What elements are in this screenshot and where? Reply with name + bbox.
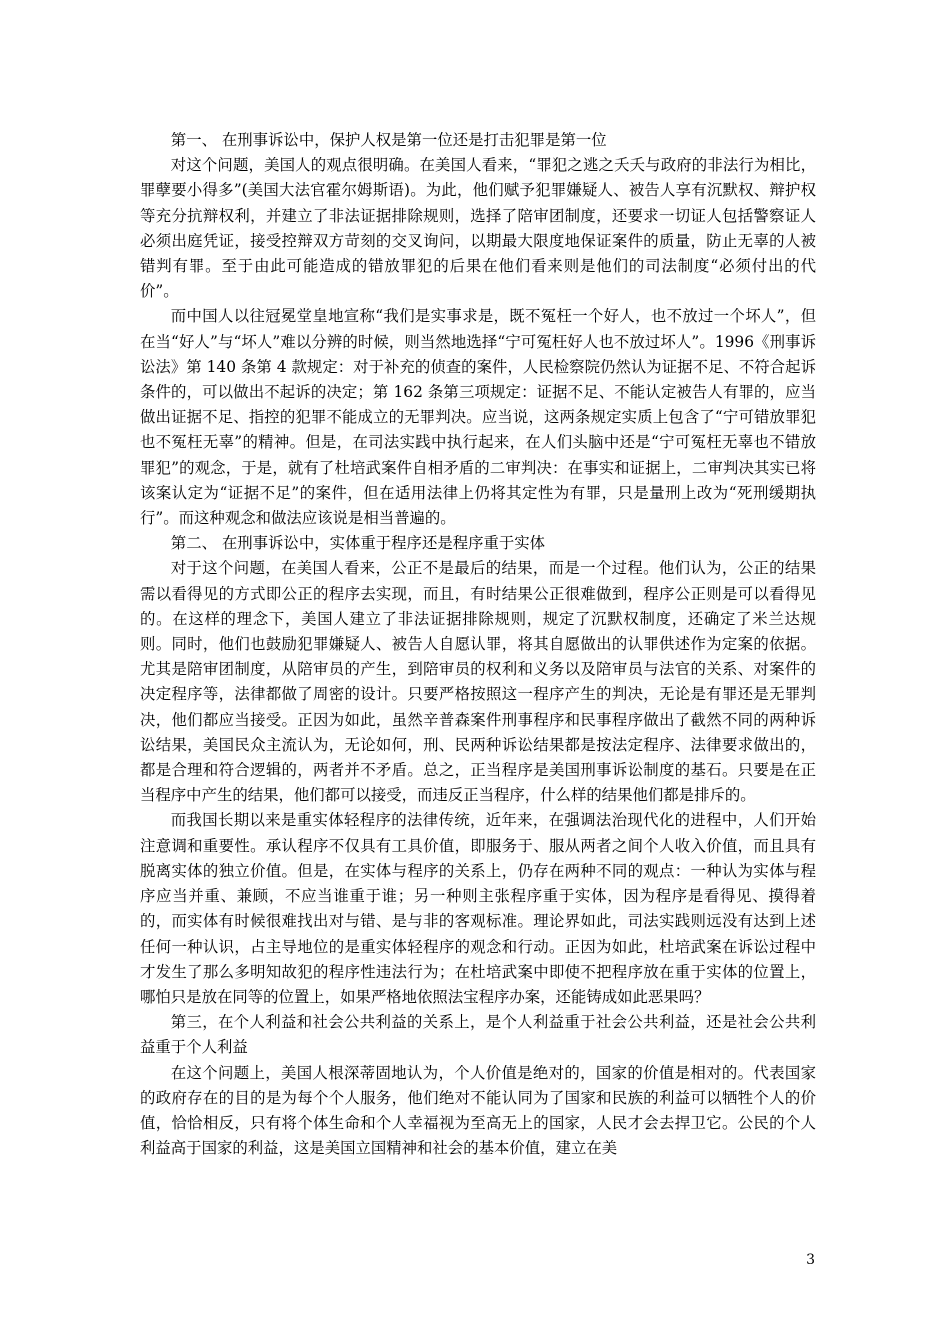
paragraph-us-view-human-rights: 对这个问题，美国人的观点很明确。在美国人看来，“罪犯之逃之夭夭与政府的非法行为相比，罪孽要小得多”(美国大法官霍尔姆斯语)。为此，他们赋予犯罪嫌疑人、被告人享有沉默权、辩护权等充分抗辩权利，并建立了非法证据排除规则，选择了陪审团制度，还要求一切证人包括警察证人必须出庭凭证，接受控辩双方苛刻的交叉询问，以期最大限度地保证案件的质量，防止无辜的人被错判有罪。至于由此可能造成的错放罪犯的后果在他们看来则是他们的司法制度“必须付出的代价”。 bbox=[140, 156, 816, 301]
heading-first-question: 第一、 在刑事诉讼中，保护人权是第一位还是打击犯罪是第一位 bbox=[170, 131, 607, 149]
paragraph-china-view-human-rights: 而中国人以往冠冕堂皇地宣称“我们是实事求是，既不冤枉一个好人，也不放过一个坏人”，但在当“好人”与“坏人”难以分辨的时候，则当然地选择“宁可冤枉好人也不放过坏人”。1996《刑事诉讼法》第 140 条第 4 款规定：对于补充的侦查的案件，人民检察院仍然认为证据不足、不符合起诉条件的，可以做出不起诉的决定；第 162 条第三项规定：证据不足、不能认定被告人有罪的，应当做出证据不足、指控的犯罪不能成立的无罪判决。应当说，这两条规定实质上包含了“宁可错放罪犯也不冤枉无辜”的精神。但是，在司法实践中执行起来，在人们头脑中还是“宁可冤枉无辜也不错放罪犯”的观念，于是，就有了杜培武案件自相矛盾的二审判决：在事实和证据上，二审判决其实已将该案认定为“证据不足”的案件，但在适用法律上仍将其定性为有罪，只是量刑上改为“死刑缓期执行”。而这种观念和做法应该说是相当普遍的。 bbox=[140, 307, 816, 528]
paragraph-us-view-individual-interest: 在这个问题上，美国人根深蒂固地认为，个人价值是绝对的，国家的价值是相对的。代表国家的政府存在的目的是为每个个人服务，他们绝对不能认同为了国家和民族的利益可以牺牲个人的价值，恰恰相反，只有将个体生命和个人幸福视为至高无上的国家，人民才会去捍卫它。公民的个人利益高于国家的利益，这是美国立国精神和社会的基本价值，建立在美 bbox=[140, 1063, 816, 1158]
document-body bbox=[140, 128, 816, 1161]
page-number: 3 bbox=[806, 1252, 815, 1268]
paragraph-china-view-procedure: 而我国长期以来是重实体轻程序的法律传统，近年来，在强调法治现代化的进程中，人们开始注意调和重要性。承认程序不仅具有工具价值，即服务于、服从两者之间个人收入价值，而且具有脱离实体的独立价值。但是，在实体与程序的关系上，仍存在两种不同的观点：一种认为实体与程序应当并重、兼顾，不应当谁重于谁；另一种则主张程序重于实体，因为程序是看得见、摸得着的，而实体有时候很难找出对与错、是与非的客观标准。理论界如此，司法实践则远没有达到上述任何一种认识，占主导地位的是重实体轻程序的观念和行动。正因为如此，杜培武案在诉讼过程中才发生了那么多明知故犯的程序性违法行为；在杜培武案中即使不把程序放在重于实体的位置上，哪怕只是放在同等的位置上，如果严格地依照法宝程序办案，还能铸成如此恶果吗？ bbox=[140, 811, 816, 1006]
heading-second-question: 第二、 在刑事诉讼中，实体重于程序还是程序重于实体 bbox=[170, 534, 546, 553]
heading-third-question: 第三，在个人利益和社会公共利益的关系上，是个人利益重于社会公共利益，还是社会公共利益重于个人利益 bbox=[140, 1013, 816, 1057]
paragraph-us-view-procedure: 对于这个问题，在美国人看来，公正不是最后的结果，而是一个过程。他们认为，公正的结果需以看得见的方式即公正的程序去实现，而且，有时结果公正很难做到，程序公正则是可以看得见的。在这样的理念下，美国人建立了非法证据排除规则，规定了沉默权制度，还确定了米兰达规则。同时，他们也鼓励犯罪嫌疑人、被告人自愿认罪，将其自愿做出的认罪供述作为定案的依据。尤其是陪审团制度，从陪审员的产生，到陪审员的权利和义务以及陪审员与法官的关系、对案件的决定程序等，法律都做了周密的设计。只要严格按照这一程序产生的判决，无论是有罪还是无罪判决，他们都应当接受。正因为如此，虽然辛普森案件刑事程序和民事程序做出了截然不同的两种诉讼结果，美国民众主流认为，无论如何，刑、民两种诉讼结果都是按法定程序、法律要求做出的，都是合理和符合逻辑的，两者并不矛盾。总之，正当程序是美国刑事诉讼制度的基石。只要是在正当程序中产生的结果，他们都可以接受，而违反正当程序，什么样的结果他们都是排斥的。 bbox=[140, 559, 816, 805]
